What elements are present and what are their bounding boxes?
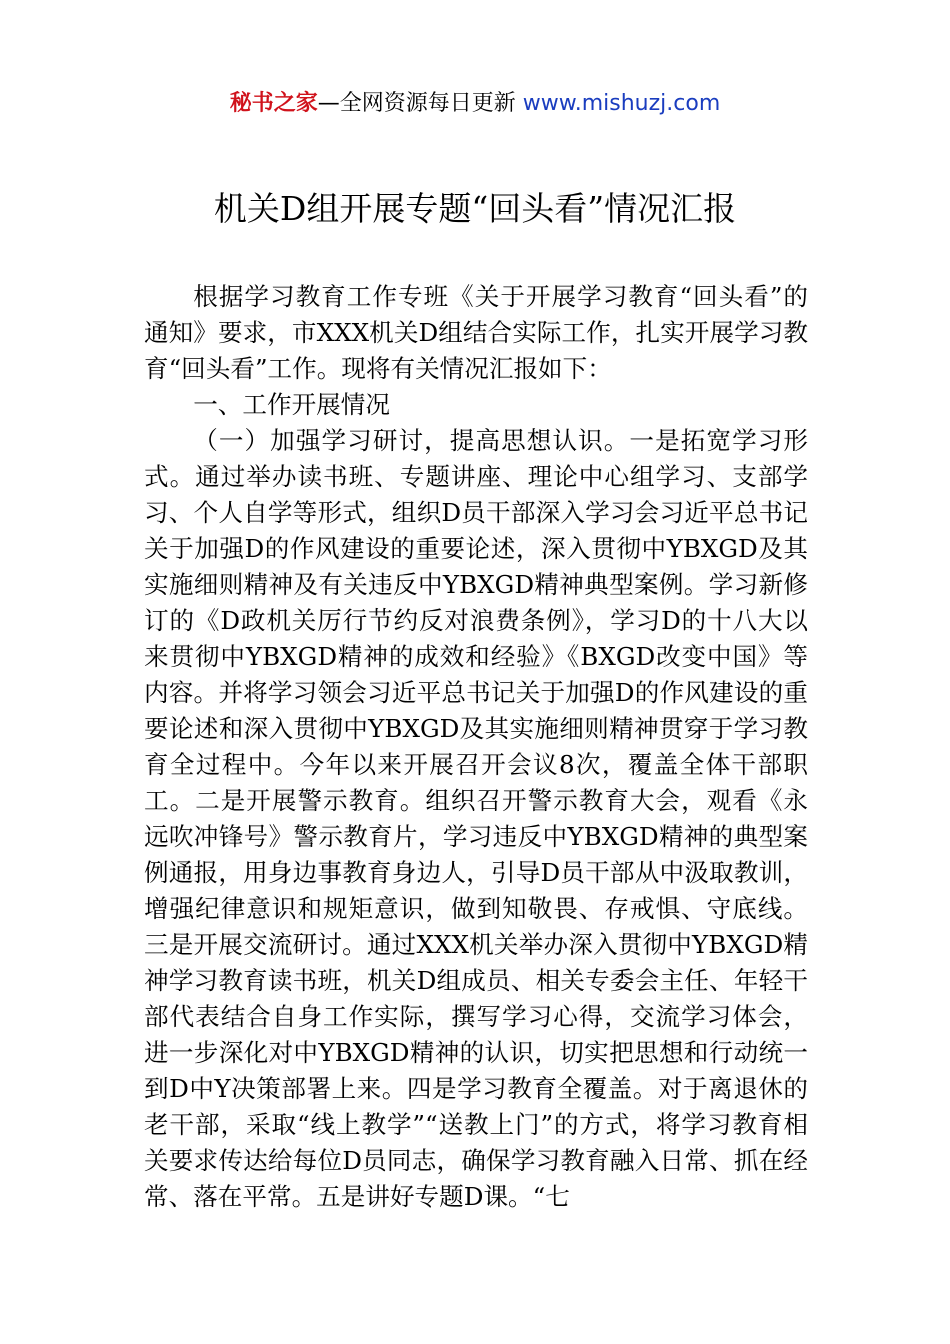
document-body bbox=[144, 279, 808, 1215]
document-title: 机关D组开展专题“回头看”情况汇报 bbox=[213, 189, 737, 228]
website-link[interactable]: www.mishuzj.com bbox=[522, 91, 721, 116]
section-heading: 一、工作开展情况 bbox=[193, 390, 390, 419]
header-tagline: —全网资源每日更新 bbox=[317, 91, 516, 116]
body-paragraph: （一）加强学习研讨，提高思想认识。一是拓宽学习形式。通过举办读书班、专题讲座、理论中心组学习、支部学习、个人自学等形式，组织D员干部深入学习会习近平总书记关于加强D的作风建设的重要论述，深入贯彻中YBXGD及其实施细则精神及有关违反中YBXGD精神典型案例。学习新修订的《D政机关厉行节约反对浪费条例》，学习D的十八大以来贯彻中YBXGD精神的成效和经验》《BXGD改变中国》等内容。并将学习领会习近平总书记关于加强D的作风建设的重要论述和深入贯彻中YBXGD及其实施细则精神贯穿于学习教育全过程中。今年以来开展召开会议8次，覆盖全体干部职工。二是开展警示教育。组织召开警示教育大会，观看《永远吹冲锋号》警示教育片，学习违反中YBXGD精神的典型案例通报，用身边事教育身边人，引导D员干部从中汲取教训，增强纪律意识和规矩意识，做到知敬畏、存戒惧、守底线。三是开展交流研讨。通过XXX机关举办深入贯彻中YBXGD精神学习教育读书班，机关D组成员、相关专委会主任、年轻干部代表结合自身工作实际，撰写学习心得，交流学习体会，进一步深化对中YBXGD精神的认识，切实把思想和行动统一到D中Y决策部署上来。四是学习教育全覆盖。对于离退休的老干部，采取“线上教学”“送教上门”的方式，将学习教育相关要求传达给每位D员同志，确保学习教育融入日常、抓在经常、落在平常。五是讲好专题D课。“七 bbox=[144, 426, 808, 1211]
brand-name: 秘书之家 bbox=[229, 91, 318, 116]
intro-paragraph: 根据学习教育工作专班《关于开展学习教育“回头看”的通知》要求，市XXX机关D组结合实际工作，扎实开展学习教育“回头看”工作。现将有关情况汇报如下： bbox=[144, 282, 808, 383]
site-header bbox=[0, 88, 950, 120]
